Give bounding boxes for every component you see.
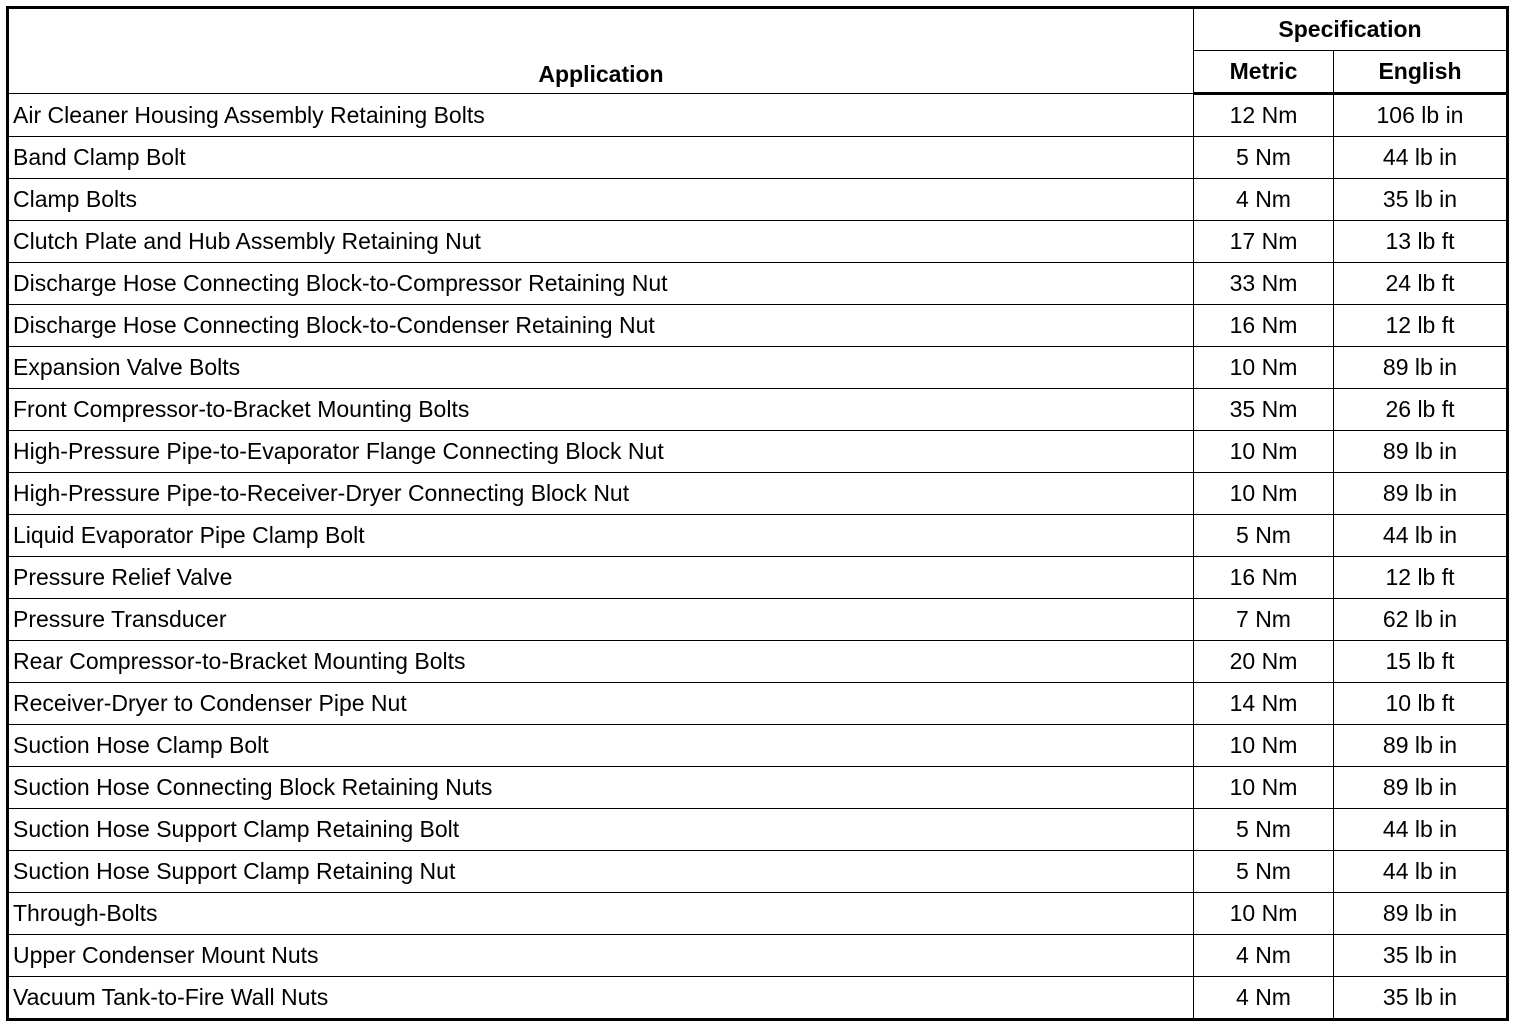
table-row bbox=[8, 347, 1508, 389]
table-row bbox=[8, 725, 1508, 767]
table-row bbox=[8, 305, 1508, 347]
metric-cell: 14 Nm bbox=[1194, 683, 1334, 725]
english-cell: 89 lb in bbox=[1334, 473, 1508, 515]
english-cell: 44 lb in bbox=[1334, 851, 1508, 893]
application-cell: Upper Condenser Mount Nuts bbox=[8, 935, 1194, 977]
application-cell: High-Pressure Pipe-to-Evaporator Flange Connecting Block Nut bbox=[8, 431, 1194, 473]
metric-cell: 17 Nm bbox=[1194, 221, 1334, 263]
metric-cell: 10 Nm bbox=[1194, 347, 1334, 389]
application-cell: Clutch Plate and Hub Assembly Retaining Nut bbox=[8, 221, 1194, 263]
specification-column-header: Specification bbox=[1194, 8, 1508, 51]
table-row bbox=[8, 137, 1508, 179]
table-row bbox=[8, 515, 1508, 557]
table-row bbox=[8, 641, 1508, 683]
english-cell: 44 lb in bbox=[1334, 515, 1508, 557]
english-cell: 15 lb ft bbox=[1334, 641, 1508, 683]
application-cell: Receiver-Dryer to Condenser Pipe Nut bbox=[8, 683, 1194, 725]
metric-cell: 10 Nm bbox=[1194, 431, 1334, 473]
application-cell: Suction Hose Support Clamp Retaining Bolt bbox=[8, 809, 1194, 851]
metric-cell: 5 Nm bbox=[1194, 515, 1334, 557]
table-row bbox=[8, 221, 1508, 263]
english-cell: 26 lb ft bbox=[1334, 389, 1508, 431]
metric-cell: 5 Nm bbox=[1194, 851, 1334, 893]
table-row bbox=[8, 557, 1508, 599]
table-row bbox=[8, 263, 1508, 305]
table-row bbox=[8, 683, 1508, 725]
fastener-specification-table bbox=[6, 6, 1509, 1021]
table-row bbox=[8, 893, 1508, 935]
metric-cell: 10 Nm bbox=[1194, 473, 1334, 515]
metric-cell: 20 Nm bbox=[1194, 641, 1334, 683]
english-cell: 35 lb in bbox=[1334, 935, 1508, 977]
english-cell: 89 lb in bbox=[1334, 767, 1508, 809]
english-cell: 13 lb ft bbox=[1334, 221, 1508, 263]
english-cell: 106 lb in bbox=[1334, 94, 1508, 137]
application-cell: Expansion Valve Bolts bbox=[8, 347, 1194, 389]
english-cell: 10 lb ft bbox=[1334, 683, 1508, 725]
application-cell: Through-Bolts bbox=[8, 893, 1194, 935]
english-cell: 62 lb in bbox=[1334, 599, 1508, 641]
table-row bbox=[8, 935, 1508, 977]
english-cell: 89 lb in bbox=[1334, 431, 1508, 473]
header-row-top bbox=[8, 8, 1508, 51]
table-header bbox=[8, 8, 1508, 94]
application-cell: Clamp Bolts bbox=[8, 179, 1194, 221]
application-cell: Suction Hose Connecting Block Retaining Nuts bbox=[8, 767, 1194, 809]
english-cell: 89 lb in bbox=[1334, 347, 1508, 389]
application-cell: Rear Compressor-to-Bracket Mounting Bolts bbox=[8, 641, 1194, 683]
english-cell: 24 lb ft bbox=[1334, 263, 1508, 305]
application-cell: Discharge Hose Connecting Block-to-Condenser Retaining Nut bbox=[8, 305, 1194, 347]
application-cell: Band Clamp Bolt bbox=[8, 137, 1194, 179]
english-cell: 89 lb in bbox=[1334, 725, 1508, 767]
table-row bbox=[8, 977, 1508, 1020]
application-cell: Pressure Relief Valve bbox=[8, 557, 1194, 599]
metric-cell: 35 Nm bbox=[1194, 389, 1334, 431]
metric-cell: 4 Nm bbox=[1194, 935, 1334, 977]
metric-cell: 5 Nm bbox=[1194, 809, 1334, 851]
application-cell: High-Pressure Pipe-to-Receiver-Dryer Connecting Block Nut bbox=[8, 473, 1194, 515]
table-body bbox=[8, 94, 1508, 1020]
metric-cell: 33 Nm bbox=[1194, 263, 1334, 305]
metric-cell: 16 Nm bbox=[1194, 557, 1334, 599]
application-cell: Air Cleaner Housing Assembly Retaining Bolts bbox=[8, 94, 1194, 137]
table-row bbox=[8, 599, 1508, 641]
metric-cell: 10 Nm bbox=[1194, 893, 1334, 935]
metric-column-header: Metric bbox=[1194, 51, 1334, 94]
table-row bbox=[8, 851, 1508, 893]
application-cell: Front Compressor-to-Bracket Mounting Bolts bbox=[8, 389, 1194, 431]
metric-cell: 4 Nm bbox=[1194, 179, 1334, 221]
application-column-header: Application bbox=[8, 8, 1194, 94]
english-cell: 12 lb ft bbox=[1334, 557, 1508, 599]
metric-cell: 5 Nm bbox=[1194, 137, 1334, 179]
application-cell: Suction Hose Support Clamp Retaining Nut bbox=[8, 851, 1194, 893]
table-row bbox=[8, 431, 1508, 473]
application-cell: Liquid Evaporator Pipe Clamp Bolt bbox=[8, 515, 1194, 557]
english-cell: 35 lb in bbox=[1334, 179, 1508, 221]
english-cell: 12 lb ft bbox=[1334, 305, 1508, 347]
metric-cell: 16 Nm bbox=[1194, 305, 1334, 347]
metric-cell: 10 Nm bbox=[1194, 725, 1334, 767]
english-cell: 44 lb in bbox=[1334, 809, 1508, 851]
metric-cell: 4 Nm bbox=[1194, 977, 1334, 1020]
english-cell: 44 lb in bbox=[1334, 137, 1508, 179]
table-row bbox=[8, 94, 1508, 137]
application-cell: Vacuum Tank-to-Fire Wall Nuts bbox=[8, 977, 1194, 1020]
application-cell: Suction Hose Clamp Bolt bbox=[8, 725, 1194, 767]
table-row bbox=[8, 809, 1508, 851]
table-row bbox=[8, 179, 1508, 221]
metric-cell: 7 Nm bbox=[1194, 599, 1334, 641]
metric-cell: 12 Nm bbox=[1194, 94, 1334, 137]
metric-cell: 10 Nm bbox=[1194, 767, 1334, 809]
application-cell: Discharge Hose Connecting Block-to-Compressor Retaining Nut bbox=[8, 263, 1194, 305]
application-cell: Pressure Transducer bbox=[8, 599, 1194, 641]
table-row bbox=[8, 767, 1508, 809]
english-cell: 35 lb in bbox=[1334, 977, 1508, 1020]
table-row bbox=[8, 389, 1508, 431]
table-row bbox=[8, 473, 1508, 515]
english-column-header: English bbox=[1334, 51, 1508, 94]
english-cell: 89 lb in bbox=[1334, 893, 1508, 935]
